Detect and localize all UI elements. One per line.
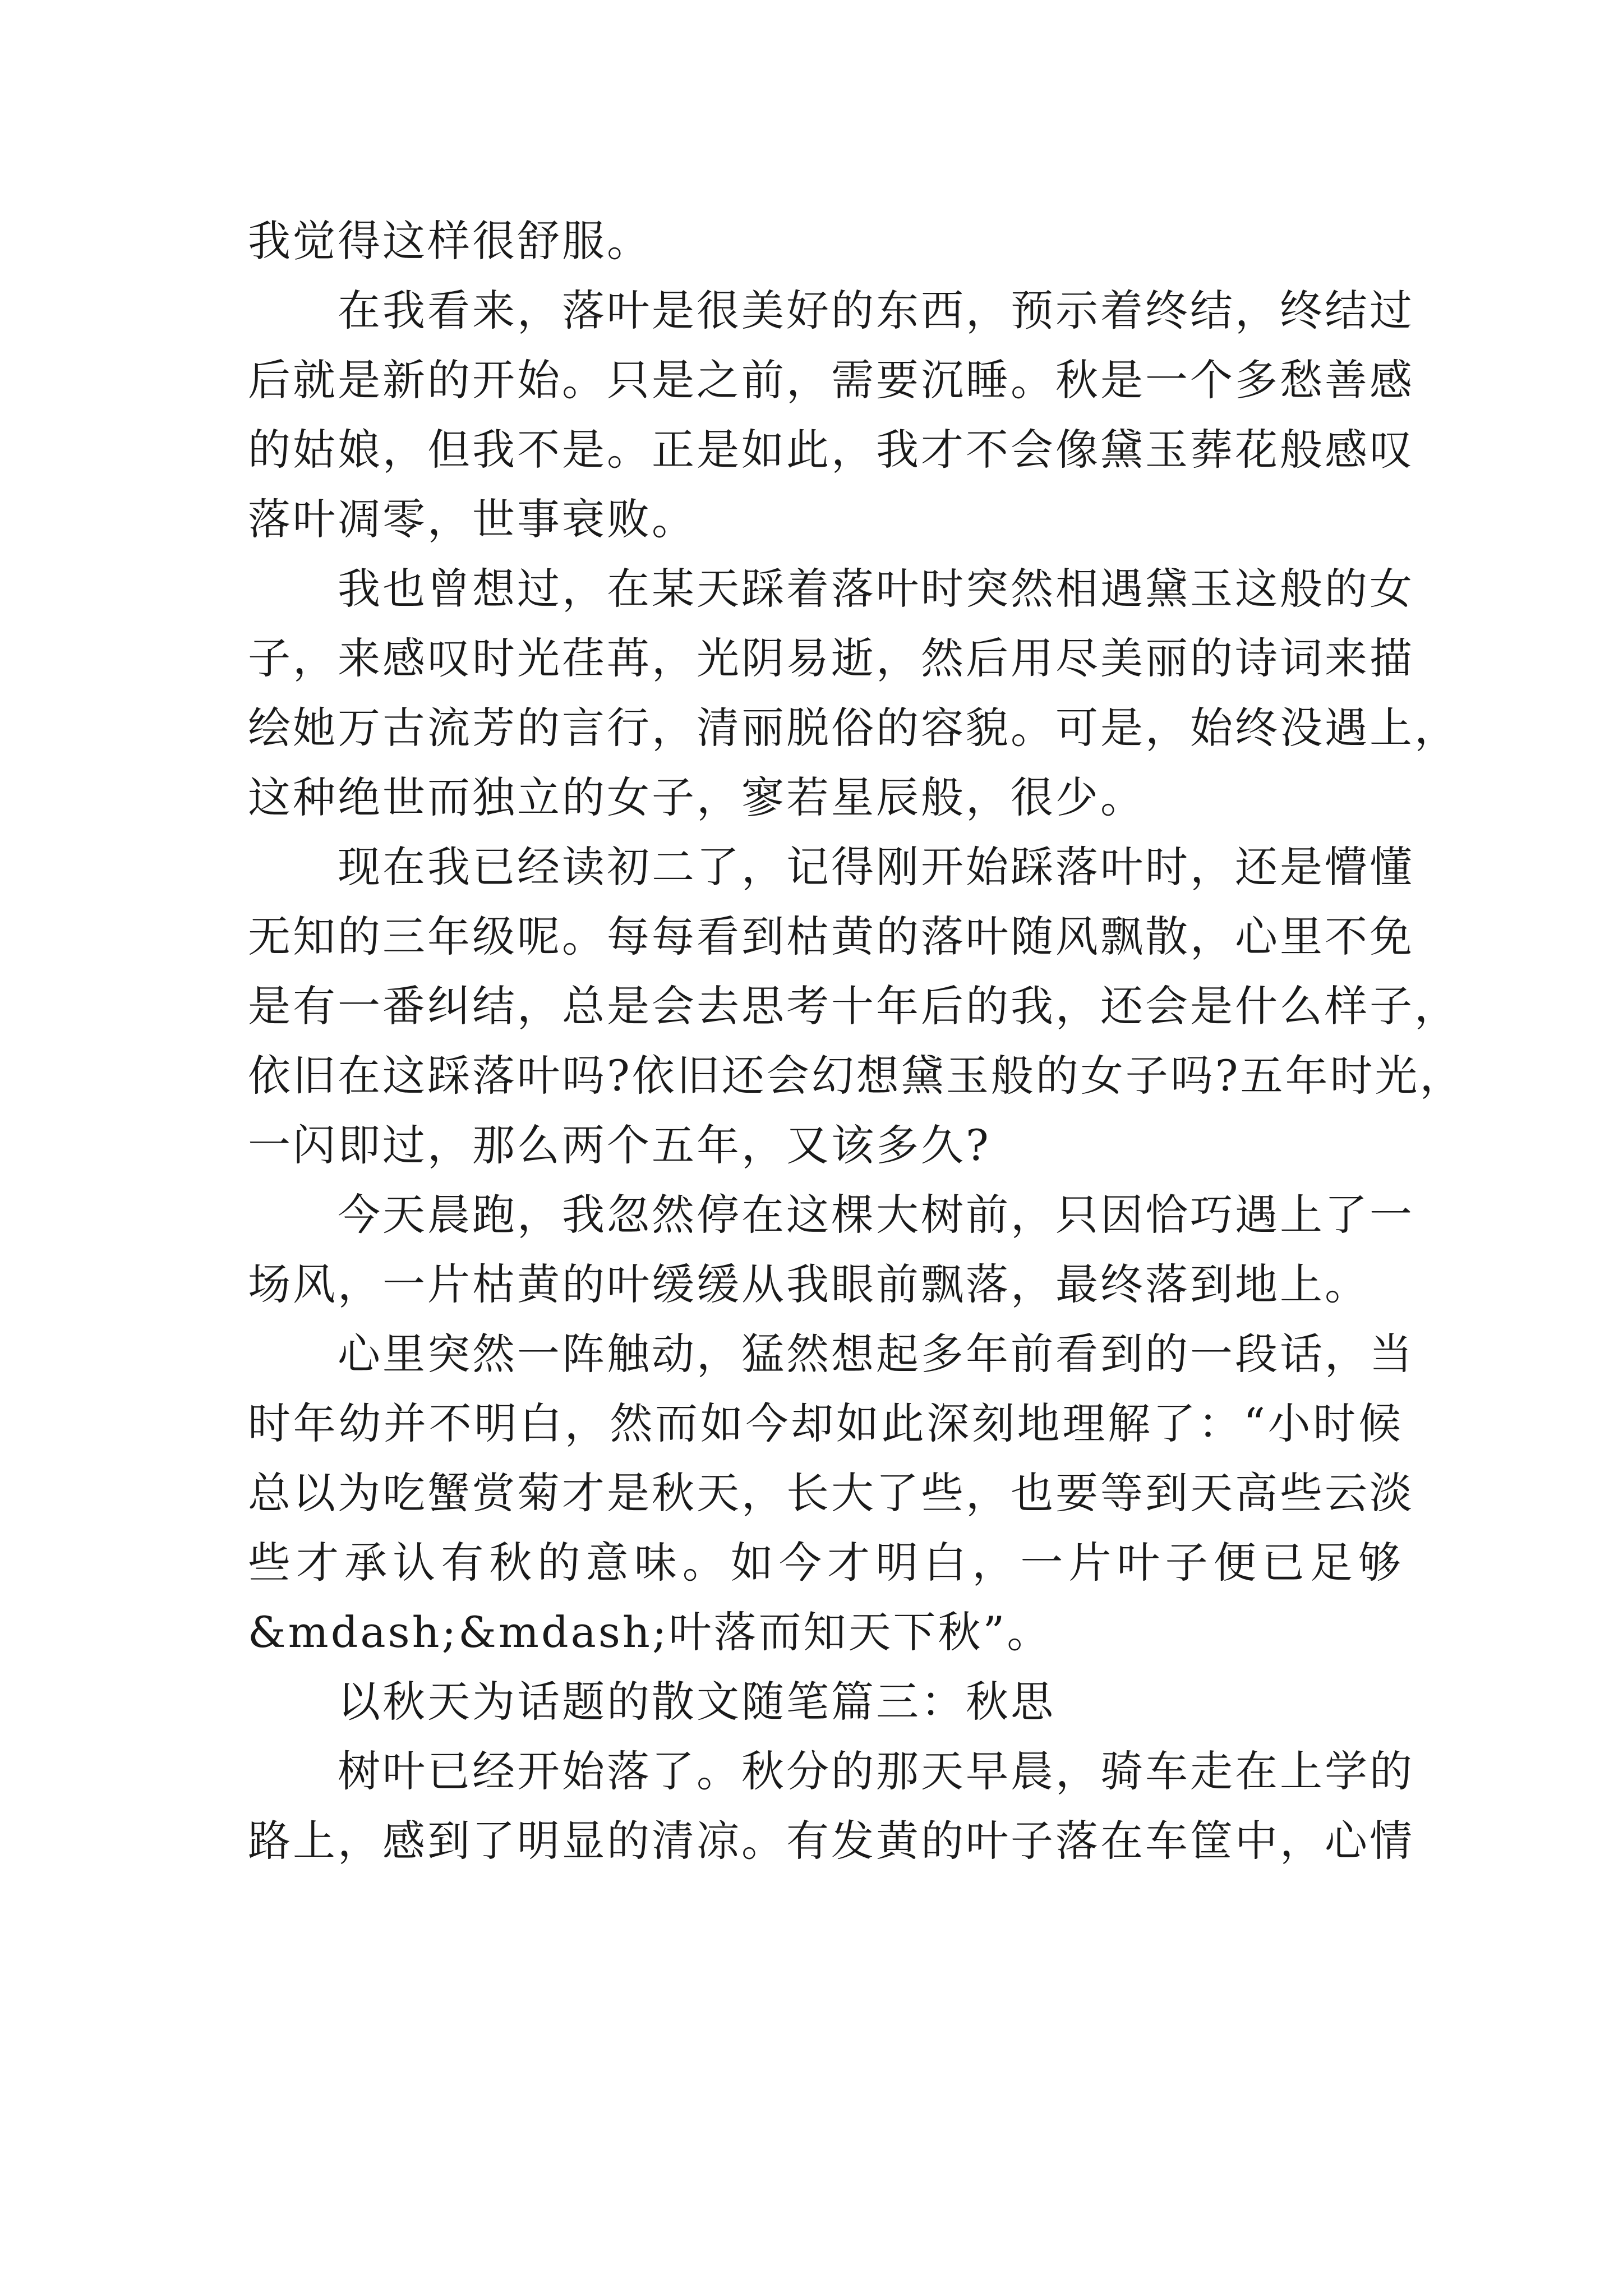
text-line: 这种绝世而独立的女子，寥若星辰般，很少。	[248, 772, 1145, 822]
paragraph-3	[248, 554, 1459, 832]
text-line: 今天晨跑，我忽然停在这棵大树前，只因恰巧遇上了一	[338, 1190, 1414, 1240]
text-line: 路上，感到了明显的清凉。有发黄的叶子落在车筐中，心情	[248, 1816, 1414, 1866]
text-line: 无知的三年级呢。每每看到枯黄的落叶随风飘散，心里不免	[248, 912, 1414, 961]
text-line: 落叶凋零，世事衰败。	[248, 494, 697, 544]
paragraph-5	[248, 1180, 1414, 1319]
text-line: 心里突然一阵触动，猛然想起多年前看到的一段话，当	[338, 1329, 1414, 1379]
text-line: 以秋天为话题的散文随笔篇三：秋思	[338, 1677, 1055, 1727]
paragraph-4	[248, 832, 1465, 1180]
text-line: 的姑娘，但我不是。正是如此，我才不会像黛玉葬花般感叹	[248, 425, 1414, 475]
section-heading	[248, 1667, 1403, 1737]
text-line: 树叶已经开始落了。秋分的那天早晨，骑车走在上学的	[338, 1746, 1414, 1796]
text-line: 绘她万古流芳的言行，清丽脱俗的容貌。可是，始终没遇上，	[248, 703, 1459, 753]
text-line: 我也曾想过，在某天踩着落叶时突然相遇黛玉这般的女	[338, 564, 1414, 614]
paragraph-6	[248, 1319, 1414, 1667]
text-line: 我觉得这样很舒服。	[248, 216, 652, 266]
document-body	[248, 206, 1465, 1876]
text-line: 现在我已经读初二了，记得刚开始踩落叶时，还是懵懂	[338, 842, 1414, 892]
text-line: &mdash;&mdash;叶落而知天下秋”。	[248, 1607, 1052, 1657]
text-line: 些才承认有秋的意味。如今才明白，一片叶子便已足够	[248, 1538, 1403, 1588]
paragraph-2	[248, 276, 1414, 554]
text-line: 场风，一片枯黄的叶缓缓从我眼前飘落，最终落到地上。	[248, 1259, 1370, 1309]
text-line: 子，来感叹时光荏苒，光阴易逝，然后用尽美丽的诗词来描	[248, 633, 1414, 683]
text-line: 后就是新的开始。只是之前，需要沉睡。秋是一个多愁善感	[248, 355, 1414, 405]
text-line: 总以为吃蟹赏菊才是秋天，长大了些，也要等到天高些云淡	[248, 1468, 1414, 1518]
text-line: 依旧在这踩落叶吗?依旧还会幻想黛玉般的女子吗?五年时光，	[248, 1051, 1465, 1101]
text-line: 是有一番纠结，总是会去思考十年后的我，还会是什么样子，	[248, 981, 1459, 1031]
text-line: 时年幼并不明白，然而如今却如此深刻地理解了：“小时候	[248, 1398, 1403, 1448]
text-line: 在我看来，落叶是很美好的东西，预示着终结，终结过	[338, 286, 1414, 335]
paragraph-1	[248, 206, 1403, 276]
paragraph-7	[248, 1737, 1414, 1876]
text-line: 一闪即过，那么两个五年，又该多久?	[248, 1120, 991, 1170]
